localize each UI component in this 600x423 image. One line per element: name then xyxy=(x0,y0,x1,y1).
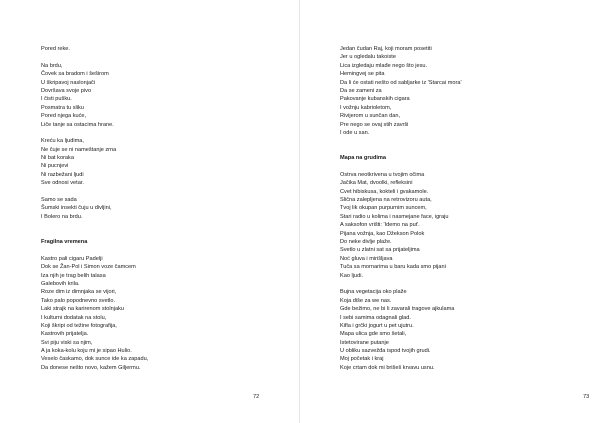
poem-line: Svetlo u zlatni sat sa prijateljima xyxy=(340,247,420,254)
poem-line: Pijana vožnja, kao Džekson Polok xyxy=(340,230,425,237)
blank-line xyxy=(340,162,462,170)
poem-line: Čovek sa bradom i šeširom xyxy=(41,71,109,78)
poem-line: Ni bat koraka xyxy=(41,155,74,162)
poem-line: Roze dim iz dimnjaka se vijori, xyxy=(41,289,117,296)
blank-line xyxy=(41,53,148,61)
poem-line: Posmatra tu sliku xyxy=(41,104,84,111)
poem-line: Laki strajk na karirenom stolnjaku xyxy=(41,306,125,313)
poem-line: I ode u san. xyxy=(340,129,370,136)
poem-line: Gde bežimo, ne bi li zavarali tragove ajkulama xyxy=(340,306,455,313)
blank-line xyxy=(41,129,148,137)
poem-line: Tuča sa mornarima u baru kada smo pijani xyxy=(340,264,446,271)
poem-line: Jačika Mat, dvoolki, refleksini xyxy=(340,180,413,187)
poem-line: Pored reke. xyxy=(41,46,70,52)
poem-line: Kreću ka ljudima, xyxy=(41,138,84,145)
poem-line: Lica izgledaju mlađe nego što jesu. xyxy=(340,62,428,69)
poem-line: Tvoj lik okupan purpurnim suncem, xyxy=(340,205,427,212)
poem-line: Tako palo popodnevno svetlo. xyxy=(41,297,116,304)
poem-line: Cvet hibiskusa, kokteli i gvakamole. xyxy=(340,188,429,195)
poem-line: I čisti pušku. xyxy=(41,96,72,103)
poem-line: A saksofon vrišti: 'Idemo na put'. xyxy=(340,222,420,229)
poem-line: Veselo časkamo, dok sunce ide ka zapadu, xyxy=(41,356,149,363)
poem-line: I Bolero na brdu. xyxy=(41,213,83,220)
poem-line: Ne čuje se ni nameštanje zrna xyxy=(41,146,117,153)
poem-line: Koja diše za we nas. xyxy=(340,297,392,304)
right-page xyxy=(300,0,600,423)
poem-line: Samo se sada xyxy=(41,197,77,204)
poem-line: Jer u ogledalu takoiste xyxy=(340,54,396,61)
left-page-number: 72 xyxy=(253,394,260,400)
poem-line: Dok se Žan-Pol i Simon voze čamcem xyxy=(41,264,136,271)
poem-line: A ja koka-kolu koju mi je sipao Hulio. xyxy=(41,348,132,355)
right-page-text xyxy=(340,45,462,372)
poem-line: Pakovanje kubanskih cigara xyxy=(340,96,410,103)
poem-line: Iza njih je trag belih talasa xyxy=(41,272,106,279)
blank-line xyxy=(41,246,148,254)
poem-line: U škripavoj naslonjači xyxy=(41,79,96,86)
poem-line: I kulturni dodatak na stolu, xyxy=(41,314,107,321)
right-page-number: 73 xyxy=(583,394,590,400)
poem-line: Kifla i grčki jogurt u pet ujutru. xyxy=(340,322,414,329)
blank-line xyxy=(340,280,462,288)
poem-line: Istetovirane putanje xyxy=(340,339,389,346)
blank-line xyxy=(41,221,148,229)
poem-line: Kastrovih prijatelja. xyxy=(41,331,89,338)
poem-line: U obliku sazvežđa ispod tvojih grudi. xyxy=(340,348,431,355)
poem-line: Da donese nešto novo, kažem Giljermu. xyxy=(41,364,141,371)
poem-line: Ni pucnjevi xyxy=(41,163,69,170)
poem-line: Da se zameni za xyxy=(340,87,382,94)
poem-line: Liče tanje sa ostacima hrane. xyxy=(41,121,114,128)
poem-title: Fragilna vremena xyxy=(41,238,88,245)
poem-line: Kao ljudi. xyxy=(340,272,364,279)
poem-line: Pre nego se ovaj stih završi xyxy=(340,121,409,128)
poem-line: Pored njega kuće, xyxy=(41,113,87,120)
poem-line: Mapa ulica gde smo šetali, xyxy=(340,331,407,338)
poem-line: Bujna vegetacija oko plaže xyxy=(340,289,407,296)
poem-line: Svi piju viski sa njim, xyxy=(41,339,93,346)
blank-line xyxy=(340,137,462,145)
poem-line: Koji škripi od težine fotografija, xyxy=(41,322,117,329)
poem-line: Na brdu, xyxy=(41,62,63,69)
poem-line: Šumski insekti čuju u divljini, xyxy=(41,205,112,212)
poem-line: Moj početak i kraj xyxy=(340,356,384,363)
poem-line: Slična zalepljena na retrovizoru auta, xyxy=(340,197,432,204)
left-page-text xyxy=(41,45,148,372)
poem-line: Do neke divlje plaže. xyxy=(340,238,392,245)
poem-line: I sebi samima odagnali glad. xyxy=(340,314,411,321)
blank-line xyxy=(41,230,148,238)
poem-line: Koje crtam dok mi brišeš krvavu usnu. xyxy=(340,364,435,371)
poem-line: Hemingvej se pita xyxy=(340,71,385,78)
poem-line: Stari radio u kolima i nasmejane face, igraju xyxy=(340,213,449,220)
poem-line: Ni razbežani ljudi xyxy=(41,171,84,178)
poem-title: Mapa na grudima xyxy=(340,155,387,162)
poem-line: Dovršava svoje pivo xyxy=(41,87,92,94)
poem-line: Rivijerom u sunčan dan, xyxy=(340,113,401,120)
poem-line: I vožnju kabrioletom, xyxy=(340,104,392,111)
poem-line: Jedan čudan Raj, koji moram posetiti xyxy=(340,46,432,52)
poem-line: Da li će ostati nešto od sabljarke iz 'Starcai mora' xyxy=(340,79,462,86)
poem-line: Galebovih krila. xyxy=(41,280,80,287)
blank-line xyxy=(340,146,462,154)
poem-line: Kastro pali cigaru Padelji xyxy=(41,255,103,262)
blank-line xyxy=(41,188,148,196)
poem-line: Noć gluva i mirišljava xyxy=(340,255,393,262)
poem-line: Ostrva neotkrivena u tvojim očima xyxy=(340,171,425,178)
poem-line: Sve odnosi vetar. xyxy=(41,180,84,187)
